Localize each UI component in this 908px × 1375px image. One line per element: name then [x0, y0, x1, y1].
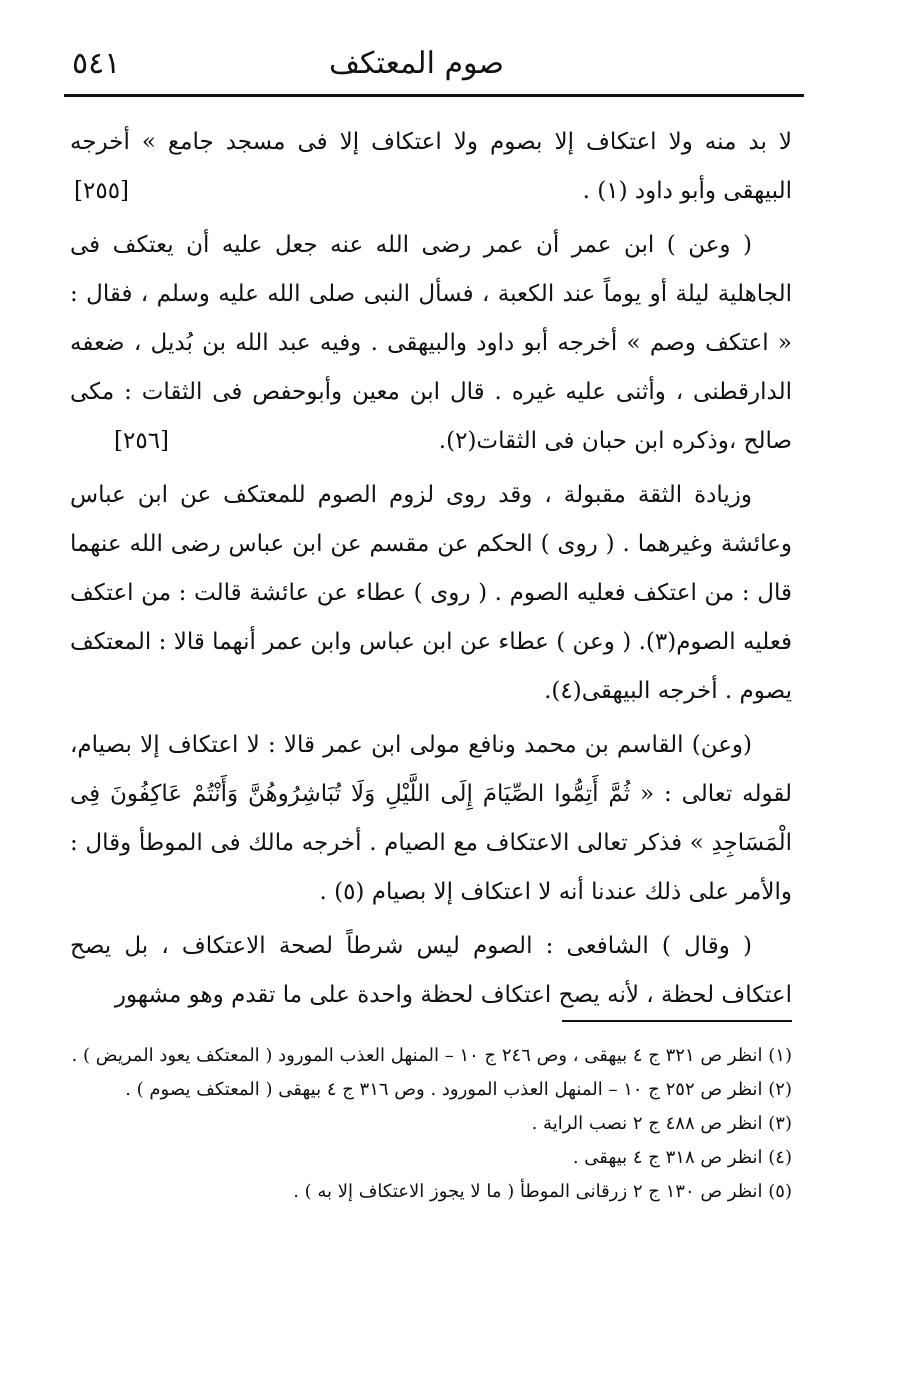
paragraph-text: وزيادة الثقة مقبولة ، وقد روى لزوم الصوم للمعتكف عن ابن عباس وعائشة وغيرهما . ( روى ) الحكم عن مقسم عن ابن عباس رضى الله عنهما قال : من اعتكف فعليه الصوم . ( روى ) عطاء عن عائشة قالت : من اعتكف فعليه الصوم(٣). ( وعن ) عطاء عن ابن عباس وابن عمر أنهما قالا : المعتكف يصوم . أخرجه البيهقى(٤).	[70, 482, 792, 704]
footnote-3: (٣) انظر ص ٤٨٨ ج ٢ نصب الراية .	[531, 1113, 792, 1134]
paragraph-5	[70, 922, 792, 1020]
paragraph-text: لا بد منه ولا اعتكاف إلا بصوم ولا اعتكاف إلا فى مسجد جامع » أخرجه البيهقى وأبو داود (١) .	[70, 129, 792, 204]
paragraph-text: ( وقال ) الشافعى : الصوم ليس شرطاً لصحة الاعتكاف ، بل يصح اعتكاف لحظة ، لأنه يصح اعتكاف لحظة واحدة على ما تقدم وهو مشهور	[70, 933, 792, 1008]
hadith-number: [٢٥٥]	[74, 178, 130, 204]
paragraph-1	[70, 118, 792, 216]
paragraph-3	[70, 471, 792, 716]
paragraph-2	[70, 221, 792, 466]
page-number: ٥٤١	[72, 46, 121, 81]
footnote-2: (٢) انظر ص ٢٥٢ ج ١٠ – المنهل العذب المورود . وص ٣١٦ ج ٤ بيهقى ( المعتكف يصوم ) .	[125, 1079, 792, 1100]
footnotes	[70, 1040, 792, 1210]
paragraph-text: (وعن) القاسم بن محمد ونافع مولى ابن عمر قالا : لا اعتكاف إلا بصيام، لقوله تعالى : « ثُمَّ أَتِمُّوا الصِّيَامَ إِلَى اللَّيْلِ وَلَا تُبَاشِرُوهُنَّ وَأَنْتُمْ عَاكِفُونَ فِى الْمَسَاجِدِ » فذكر تعالى الاعتكاف مع الصيام . أخرجه مالك فى الموطأ وقال : والأمر على ذلك عندنا أنه لا اعتكاف إلا بصيام (٥) .	[70, 732, 792, 905]
main-text	[70, 118, 792, 1025]
paragraph-4	[70, 721, 792, 917]
header-divider	[64, 94, 804, 97]
running-title: صوم المعتكف	[328, 46, 504, 81]
footnote-4: (٤) انظر ص ٣١٨ ج ٤ بيهقى .	[572, 1147, 792, 1168]
page-header	[64, 40, 804, 90]
hadith-number: [٢٥٦]	[114, 428, 170, 454]
footnote-1: (١) انظر ص ٣٢١ ج ٤ بيهقى ، وص ٢٤٦ ج ١٠ – المنهل العذب المورود ( المعتكف يعود المريض ) .	[71, 1045, 792, 1066]
paragraph-text: ( وعن ) ابن عمر أن عمر رضى الله عنه جعل عليه أن يعتكف فى الجاهلية ليلة أو يوماً عند الكعبة ، فسأل النبى صلى الله عليه وسلم ، فقال : « اعتكف وصم » أخرجه أبو داود والبيهقى . وفيه عبد الله بن بُديل ، ضعفه الدارقطنى ، وأثنى عليه غيره . قال ابن معين وأبوحفص فى الثقات : مكى صالح ،وذكره ابن حبان فى الثقات(٢).	[70, 232, 792, 454]
footnote-5: (٥) انظر ص ١٣٠ ج ٢ زرقانى الموطأ ( ما لا يجوز الاعتكاف إلا به ) .	[293, 1181, 792, 1202]
footnote-divider	[562, 1020, 792, 1022]
